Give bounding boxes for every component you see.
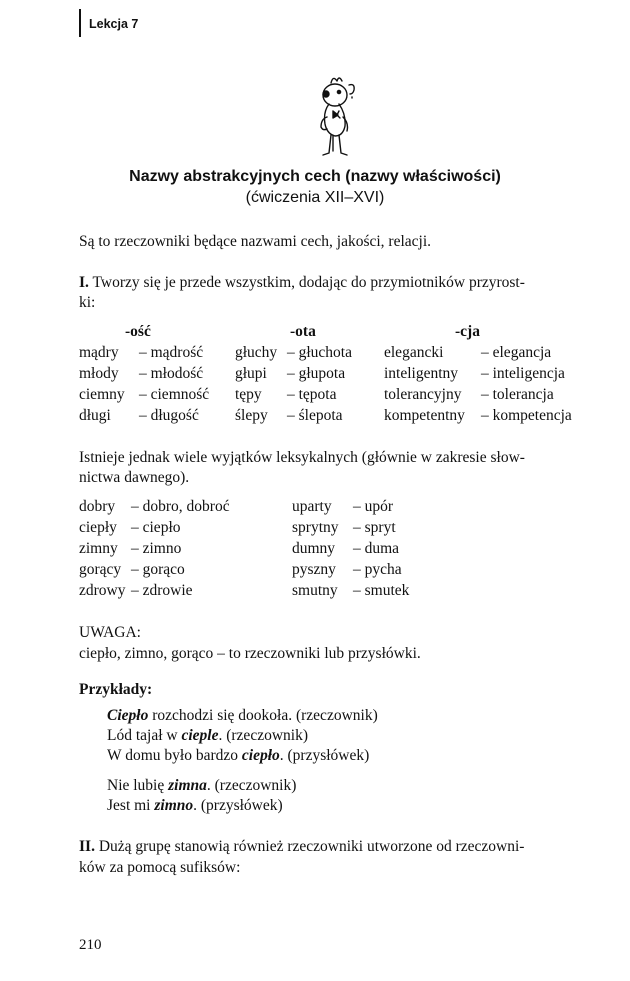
note-label: UWAGA:: [79, 624, 141, 641]
section-1-marker: I.: [79, 274, 89, 291]
page-number: 210: [79, 937, 102, 953]
example-rest: . (przysłówek): [193, 797, 283, 814]
section-1-text: Tworzy się je przede wszystkim, dodając do przymiotników przyrost-: [92, 274, 525, 291]
table-cell: inteligentny: [384, 365, 459, 382]
table-cell: – głupota: [287, 365, 346, 382]
list-item: – zimno: [131, 540, 182, 557]
section-1-line-1: [79, 274, 525, 292]
list-item: smutny: [292, 582, 338, 599]
example-line: [107, 777, 296, 795]
example-pre: Jest mi: [107, 797, 155, 814]
table-cell: – młodość: [139, 365, 204, 382]
list-item: pyszny: [292, 561, 336, 578]
table-cell: – długość: [139, 407, 199, 424]
list-item: zimny: [79, 540, 118, 557]
example-rest: . (rzeczownik): [206, 777, 297, 794]
section-title: Nazwy abstrakcyjnych cech (nazwy właściwości): [129, 168, 501, 185]
section-1-line-2: ki:: [79, 294, 96, 311]
example-keyword: ciepło: [241, 747, 280, 764]
table-cell: – inteligencja: [481, 365, 565, 382]
section-2-line-1: [79, 838, 524, 856]
list-item: – smutek: [353, 582, 410, 599]
exceptions-intro-line-2: nictwa dawnego).: [79, 469, 190, 486]
example-pre: W domu było bardzo: [107, 747, 242, 764]
table-cell: głupi: [235, 365, 267, 382]
table-cell: elegancki: [384, 344, 444, 361]
section-2-marker: II.: [79, 838, 95, 855]
example-rest: . (przysłówek): [279, 747, 370, 764]
list-item: ciepły: [79, 519, 117, 536]
list-item: – upór: [353, 498, 394, 515]
table-cell: kompetentny: [384, 407, 465, 424]
section-2-line-2: ków za pomocą sufiksów:: [79, 859, 241, 876]
table-cell: długi: [79, 407, 111, 424]
table-cell: – tolerancja: [481, 386, 554, 403]
mascot-illustration: [309, 73, 365, 161]
suffix-header-cja: -cja: [455, 323, 480, 340]
lesson-header: Lekcja 7: [89, 17, 139, 31]
table-cell: – mądrość: [139, 344, 204, 361]
table-cell: – tępota: [287, 386, 337, 403]
list-item: dumny: [292, 540, 336, 557]
examples-label: Przykłady:: [79, 681, 153, 698]
example-pre: Nie lubię: [107, 777, 169, 794]
list-item: – ciepło: [131, 519, 181, 536]
list-item: – zdrowie: [131, 582, 193, 599]
example-line: [107, 797, 283, 815]
list-item: dobry: [79, 498, 116, 515]
list-item: uparty: [292, 498, 332, 515]
margin-bar: [79, 9, 81, 37]
example-keyword: zimno: [154, 797, 194, 814]
list-item: – dobro, dobroć: [131, 498, 230, 515]
list-item: – pycha: [353, 561, 402, 578]
table-cell: – głuchota: [287, 344, 352, 361]
list-item: gorący: [79, 561, 122, 578]
example-line: [107, 707, 378, 725]
example-keyword: cieple: [181, 727, 219, 744]
table-cell: tępy: [235, 386, 262, 403]
section-2-text: Dużą grupę stanowią również rzeczowniki utworzone od rzeczowni-: [98, 838, 525, 855]
table-cell: młody: [79, 365, 119, 382]
suffix-header-osc: -ość: [125, 323, 151, 340]
list-item: sprytny: [292, 519, 339, 536]
table-cell: – ciemność: [139, 386, 210, 403]
list-item: zdrowy: [79, 582, 126, 599]
list-item: – duma: [353, 540, 400, 557]
example-rest: rozchodzi się dookoła. (rzeczownik): [148, 707, 378, 724]
table-cell: – ślepota: [287, 407, 343, 424]
example-line: [107, 727, 308, 745]
table-cell: – elegancja: [481, 344, 552, 361]
example-line: [107, 747, 369, 765]
table-cell: ciemny: [79, 386, 125, 403]
note-text: ciepło, zimno, gorąco – to rzeczowniki lub przysłówki.: [79, 645, 421, 662]
exceptions-intro-line-1: Istnieje jednak wiele wyjątków leksykalnych (głównie w zakresie słow-: [79, 449, 525, 466]
intro-text: Są to rzeczowniki będące nazwami cech, jakości, relacji.: [79, 233, 432, 250]
table-cell: mądry: [79, 344, 119, 361]
table-cell: – kompetencja: [481, 407, 572, 424]
table-cell: ślepy: [235, 407, 268, 424]
section-subtitle: (ćwiczenia XII–XVI): [245, 189, 385, 206]
table-cell: tolerancyjny: [384, 386, 462, 403]
list-item: – spryt: [353, 519, 396, 536]
example-keyword: Ciepło: [107, 707, 149, 724]
example-keyword: zimna: [168, 777, 207, 794]
example-pre: Lód tajał w: [107, 727, 182, 744]
table-cell: głuchy: [235, 344, 278, 361]
suffix-header-ota: -ota: [290, 323, 316, 340]
list-item: – gorąco: [131, 561, 185, 578]
example-rest: . (rzeczownik): [218, 727, 308, 744]
